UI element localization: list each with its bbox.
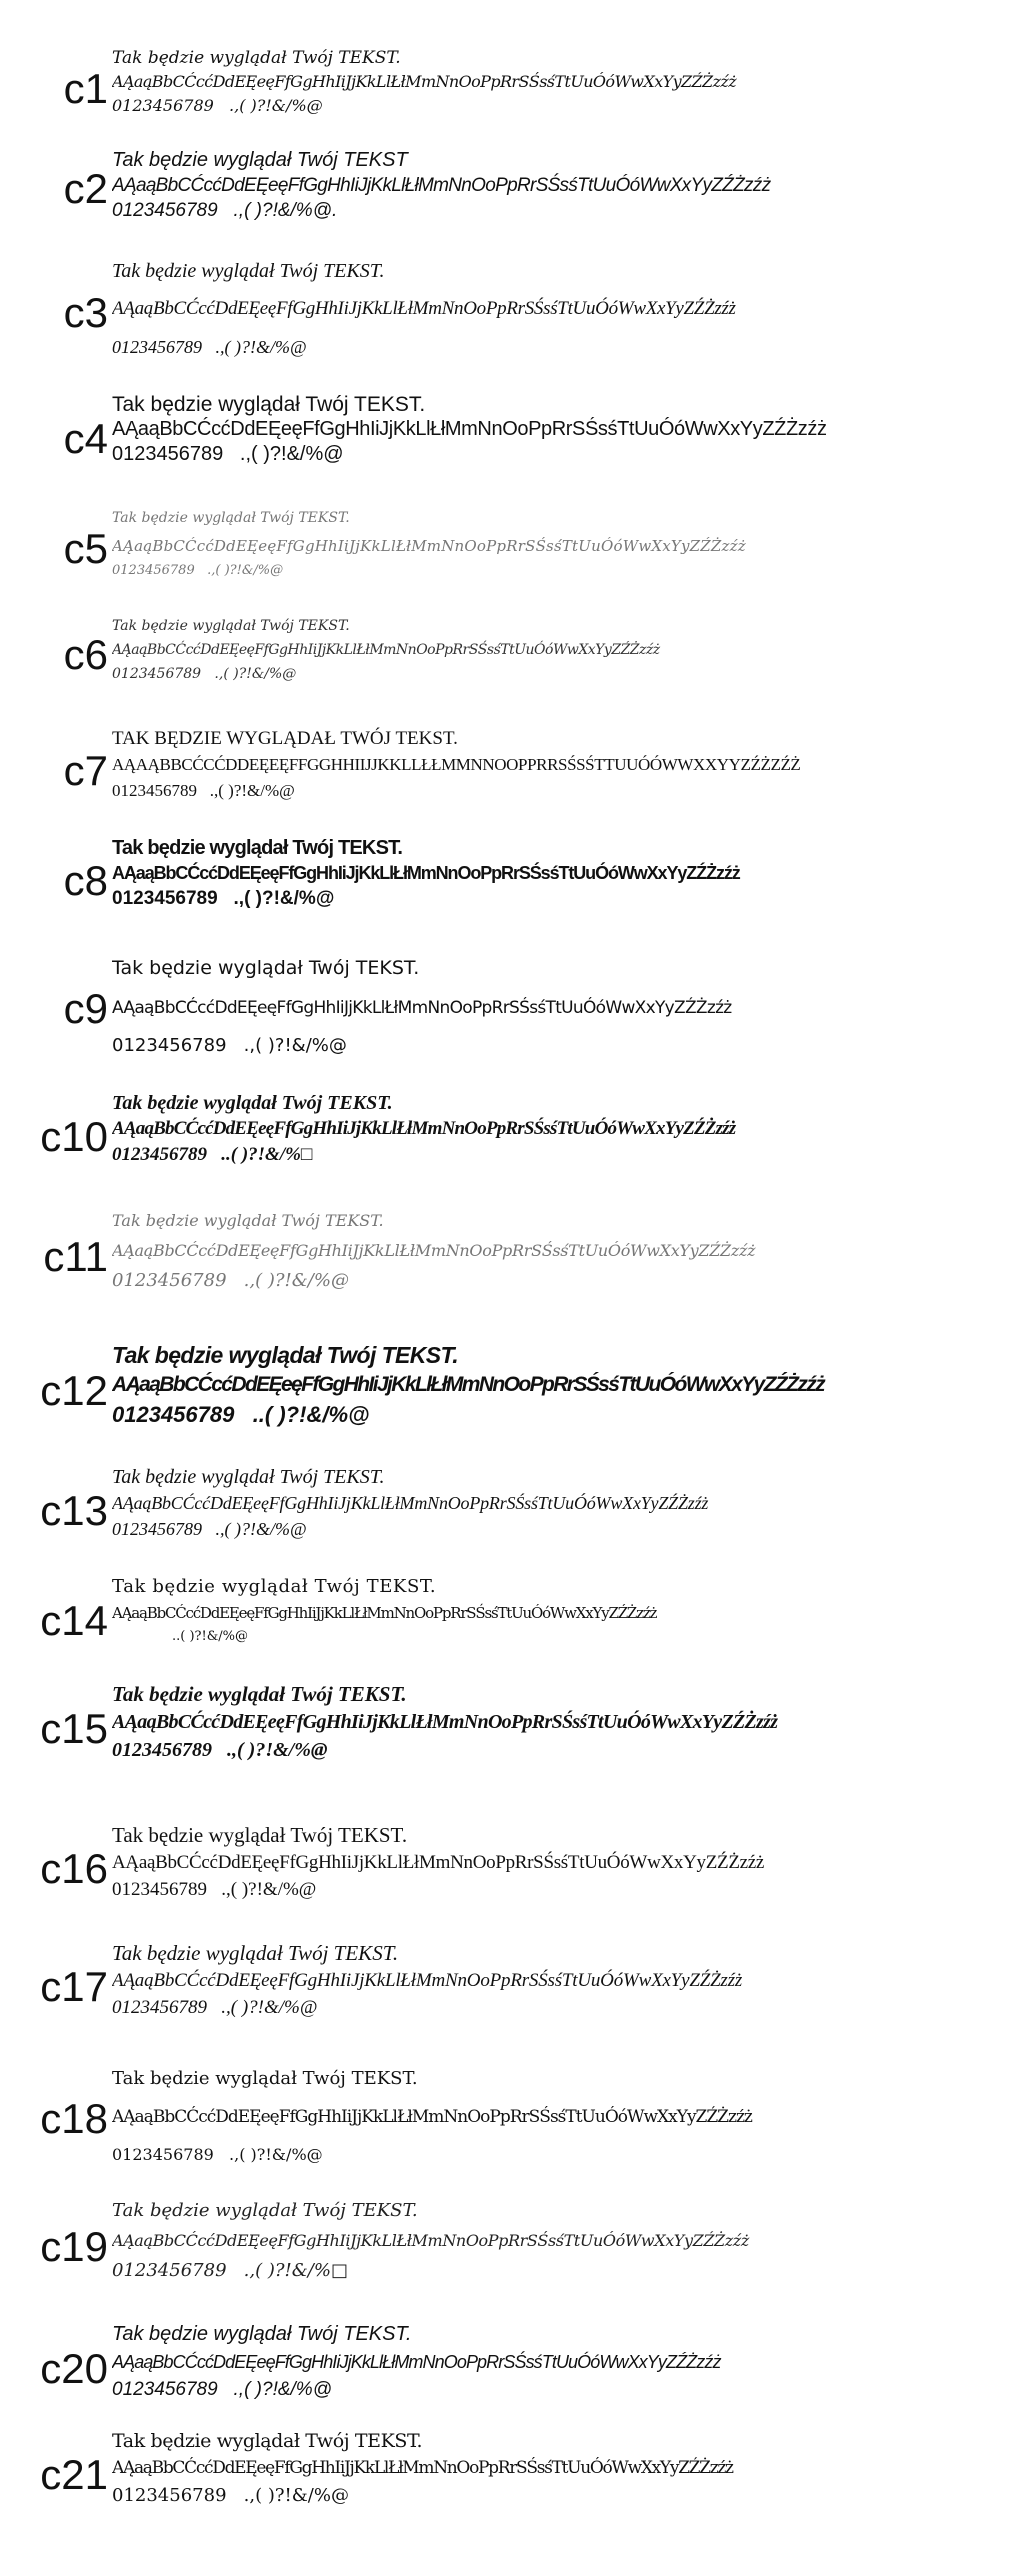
sample-title-line: Tak będzie wyglądał Twój TEKST. [112,1823,408,1847]
sample-digits-line: 0123456789 .,( )?!&/%@ [112,563,284,578]
sample-title-line: Tak będzie wyglądał Twój TEKST. [112,48,401,68]
font-code-label: c8 [63,857,108,904]
font-code-label: c17 [40,1963,108,2010]
sample-alphabet-line: AĄaąBbCĆcćDdEĘeęFfGgHhIiJjKkLlŁłMmNnOoPpRrSŚsśTtUuÓóWwXxYyZŹŻzźż [112,1493,709,1513]
font-code-label: c21 [40,2451,108,2498]
font-code-label: c7 [63,747,108,794]
sample-digits-line: 0123456789 .,( )?!&/%@ [112,781,295,800]
sample-alphabet-line: AĄaąBbCĆcćDdEĘeęFfGgHhIiJjKkLlŁłMmNnOoPpRrSŚsśTtUuÓóWwXxYyZŹŻzźż [112,642,660,658]
font-code-label: c12 [40,1367,108,1414]
sample-digits-line: 0123456789 .,( )?!&/%@ [112,1997,318,2018]
font-code-label: c10 [40,1113,108,1160]
sample-alphabet-line: AĄaąBbCĆcćDdEĘeęFfGgHhIiJjKkLlŁłMmNnOoPpRrSŚsśTtUuÓóWwXxYyZŹŻzźż [112,1118,736,1139]
sample-alphabet-line: AĄaąBbCĆcćDdEĘeęFfGgHhIiJjKkLlŁłMmNnOoPpRrSŚsśTtUuÓóWwXxYyZŹŻzźż [112,863,740,883]
sample-title-line: TAK BĘDZIE WYGLĄDAŁ TWÓJ TEKST. [112,728,458,749]
sample-title-line: Tak będzie wyglądał Twój TEKST. [112,2323,412,2345]
font-code-label: c11 [43,1233,108,1280]
sample-title-line: Tak będzie wyglądał Twój TEKST. [112,1682,407,1706]
font-code-label: c19 [40,2223,108,2270]
sample-digits-line: 0123456789 ..( )?!&/%□ [112,1144,313,1165]
sample-digits-line: 0123456789 .,( )?!&/%@ [112,1035,347,1056]
sample-digits-line: 0123456789 .,( )?!&/%@ [112,2485,349,2506]
sample-title-line: Tak będzie wyglądał Twój TEKST. [112,393,426,416]
sample-alphabet-line: AĄaąBbCĆcćDdEĘeęFfGgHhIiJjKkLlŁłMmNnOoPpRrSŚsśTtUuÓóWwXxYyZŹŻzźż [112,2107,752,2127]
font-code-label: c1 [63,65,108,112]
sample-alphabet-line: AĄaąBbCĆcćDdEĘeęFfGgHhIiJjKkLlŁłMmNnOoPpRrSŚsśTtUuÓóWwXxYyZŹŻzźż [112,1604,657,1622]
sample-digits-line: 0123456789 .,( )?!&/%@ [112,2145,323,2164]
sample-title-line: Tak będzie wyglądał Twój TEKST. [112,1466,385,1488]
sample-alphabet-line: AĄaąBbCĆcćDdEĘeęFfGgHhIiJjKkLlŁłMmNnOoPpRrSŚsśTtUuÓóWwXxYyZŹŻzźż [112,2458,733,2478]
sample-digits-line: 0123456789 .,( )?!&/%@ [112,1519,307,1539]
font-code-label: c16 [40,1845,108,1892]
sample-digits-line: ..( )?!&/%@ [172,1629,249,1644]
sample-title-line: Tak będzie wyglądał Twój TEKST. [112,2068,418,2089]
sample-digits-line: 0123456789 .,( )?!&/%@ [112,888,335,909]
sample-title-line: Tak będzie wyglądał Twój TEKST. [112,510,350,526]
sample-digits-line: 0123456789 .,( )?!&/%□ [112,2260,348,2281]
font-code-label: c4 [63,415,108,462]
sample-alphabet-line: AĄaąBbCĆcćDdEĘeęFfGgHhIiJjKkLlŁłMmNnOoPpRrSŚsśTtUuÓóWwXxYyZŹŻzźż [112,1711,778,1733]
sample-digits-line: 0123456789 .,( )?!&/%@ [112,443,344,465]
sample-digits-line: 0123456789 .,( )?!&/%@ [112,1879,317,1900]
font-code-label: c18 [40,2095,108,2142]
sample-alphabet-line: AĄaąBbCĆcćDdEĘeęFfGgHhIiJjKkLlŁłMmNnOoPpRrSŚsśTtUuÓóWwXxYyZŹŻzźż [112,298,736,319]
sample-alphabet-line: AĄaąBbCĆcćDdEĘeęFfGgHhIiJjKkLlŁłMmNnOoPpRrSŚsśTtUuÓóWwXxYyZŹŻzźż [112,72,737,91]
font-code-label: c5 [63,525,108,572]
sample-digits-line: 0123456789 .,( )?!&/%@. [112,200,338,221]
sample-title-line: Tak będzie wyglądał Twój TEKST [112,149,408,171]
sample-alphabet-line: AĄaąBbCĆcćDdEĘeęFfGgHhIiJjKkLlŁłMmNnOoPpRrSŚsśTtUuÓóWwXxYyZŹŻzźż [112,1373,825,1396]
sample-alphabet-line: AĄaąBbCĆcćDdEĘeęFfGgHhIiJjKkLlŁłMmNnOoPpRrSŚsśTtUuÓóWwXxYyZŹŻzźż [112,537,746,555]
font-code-label: c15 [40,1705,108,1752]
sample-digits-line: 0123456789 .,( )?!&/%@ [112,1270,349,1291]
font-code-label: c13 [40,1487,108,1534]
sample-digits-line: 0123456789 .,( )?!&/%@ [112,1739,328,1761]
font-code-label: c6 [63,631,108,678]
sample-alphabet-line: AĄaąBbCĆcćDdEĘeęFfGgHhIiJjKkLlŁłMmNnOoPpRrSŚsśTtUuÓóWwXxYyZŹŻzźż [112,418,827,440]
sample-title-line: Tak będzie wyglądał Twój TEKST. [112,1576,437,1597]
font-code-label: c9 [63,985,108,1032]
sample-title-line: Tak będzie wyglądał Twój TEKST. [112,2430,423,2452]
sample-title-line: Tak będzie wyglądał Twój TEKST. [112,618,350,634]
sample-alphabet-line: AĄaąBbCĆcćDdEĘeęFfGgHhIiJjKkLlŁłMmNnOoPpRrSŚsśTtUuÓóWwXxYyZŹŻzźż [112,1241,756,1260]
sample-alphabet-line: AĄaąBbCĆcćDdEĘeęFfGgHhIiJjKkLlŁłMmNnOoPpRrSŚsśTtUuÓóWwXxYyZŹŻzźż [112,1970,743,1991]
sample-digits-line: 0123456789 .,( )?!&/%@ [112,96,323,115]
sample-alphabet-line: AĄaąBbCĆcćDdEĘeęFfGgHhIiJjKkLlŁłMmNnOoPpRrSŚsśTtUuÓóWwXxYyZŹŻzźż [112,175,771,196]
sample-alphabet-line: AĄaąBbCĆcćDdEĘeęFfGgHhIiJjKkLlŁłMmNnOoPpRrSŚsśTtUuÓóWwXxYyZŹŻzźż [112,1852,765,1873]
sample-digits-line: 0123456789 .,( )?!&/%@ [112,2379,332,2400]
font-code-label: c20 [40,2345,108,2392]
sample-title-line: Tak będzie wyglądał Twój TEKST. [112,260,385,282]
sample-digits-line: 0123456789 .,( )?!&/%@ [112,337,307,357]
sample-alphabet-line: AĄAĄBBCĆCĆDDEĘEĘFFGGHHIIJJKKLLŁŁMMNNOOPPRRSŚSŚTTUUÓÓWWXXYYZŹŻZŹŻ [112,755,801,774]
font-code-label: c2 [63,165,108,212]
sample-title-line: Tak będzie wyglądał Twój TEKST. [112,1092,393,1114]
sample-title-line: Tak będzie wyglądał Twój TEKST. [112,2200,418,2221]
sample-title-line: Tak będzie wyglądał Twój TEKST. [112,1211,384,1230]
sample-title-line: Tak będzie wyglądał Twój TEKST. [112,837,403,859]
font-code-label: c14 [40,1597,108,1644]
sample-digits-line: 0123456789 .,( )?!&/%@ [112,666,297,682]
sample-alphabet-line: AĄaąBbCĆcćDdEĘeęFfGgHhIiJjKkLlŁłMmNnOoPpRrSŚsśTtUuÓóWwXxYyZŹŻzźż [112,998,732,1018]
font-code-label: c3 [63,289,108,336]
sample-title-line: Tak będzie wyglądał Twój TEKST. [112,957,420,979]
sample-digits-line: 0123456789 ..( )?!&/%@ [112,1402,370,1427]
sample-title-line: Tak będzie wyglądał Twój TEKST. [112,1941,399,1965]
sample-alphabet-line: AĄaąBbCĆcćDdEĘeęFfGgHhIiJjKkLlŁłMmNnOoPpRrSŚsśTtUuÓóWwXxYyZŹŻzźż [112,2352,721,2372]
sample-alphabet-line: AĄaąBbCĆcćDdEĘeęFfGgHhIiJjKkLlŁłMmNnOoPpRrSŚsśTtUuÓóWwXxYyZŹŻzźż [112,2231,749,2250]
sample-title-line: Tak będzie wyglądał Twój TEKST. [112,1342,459,1368]
